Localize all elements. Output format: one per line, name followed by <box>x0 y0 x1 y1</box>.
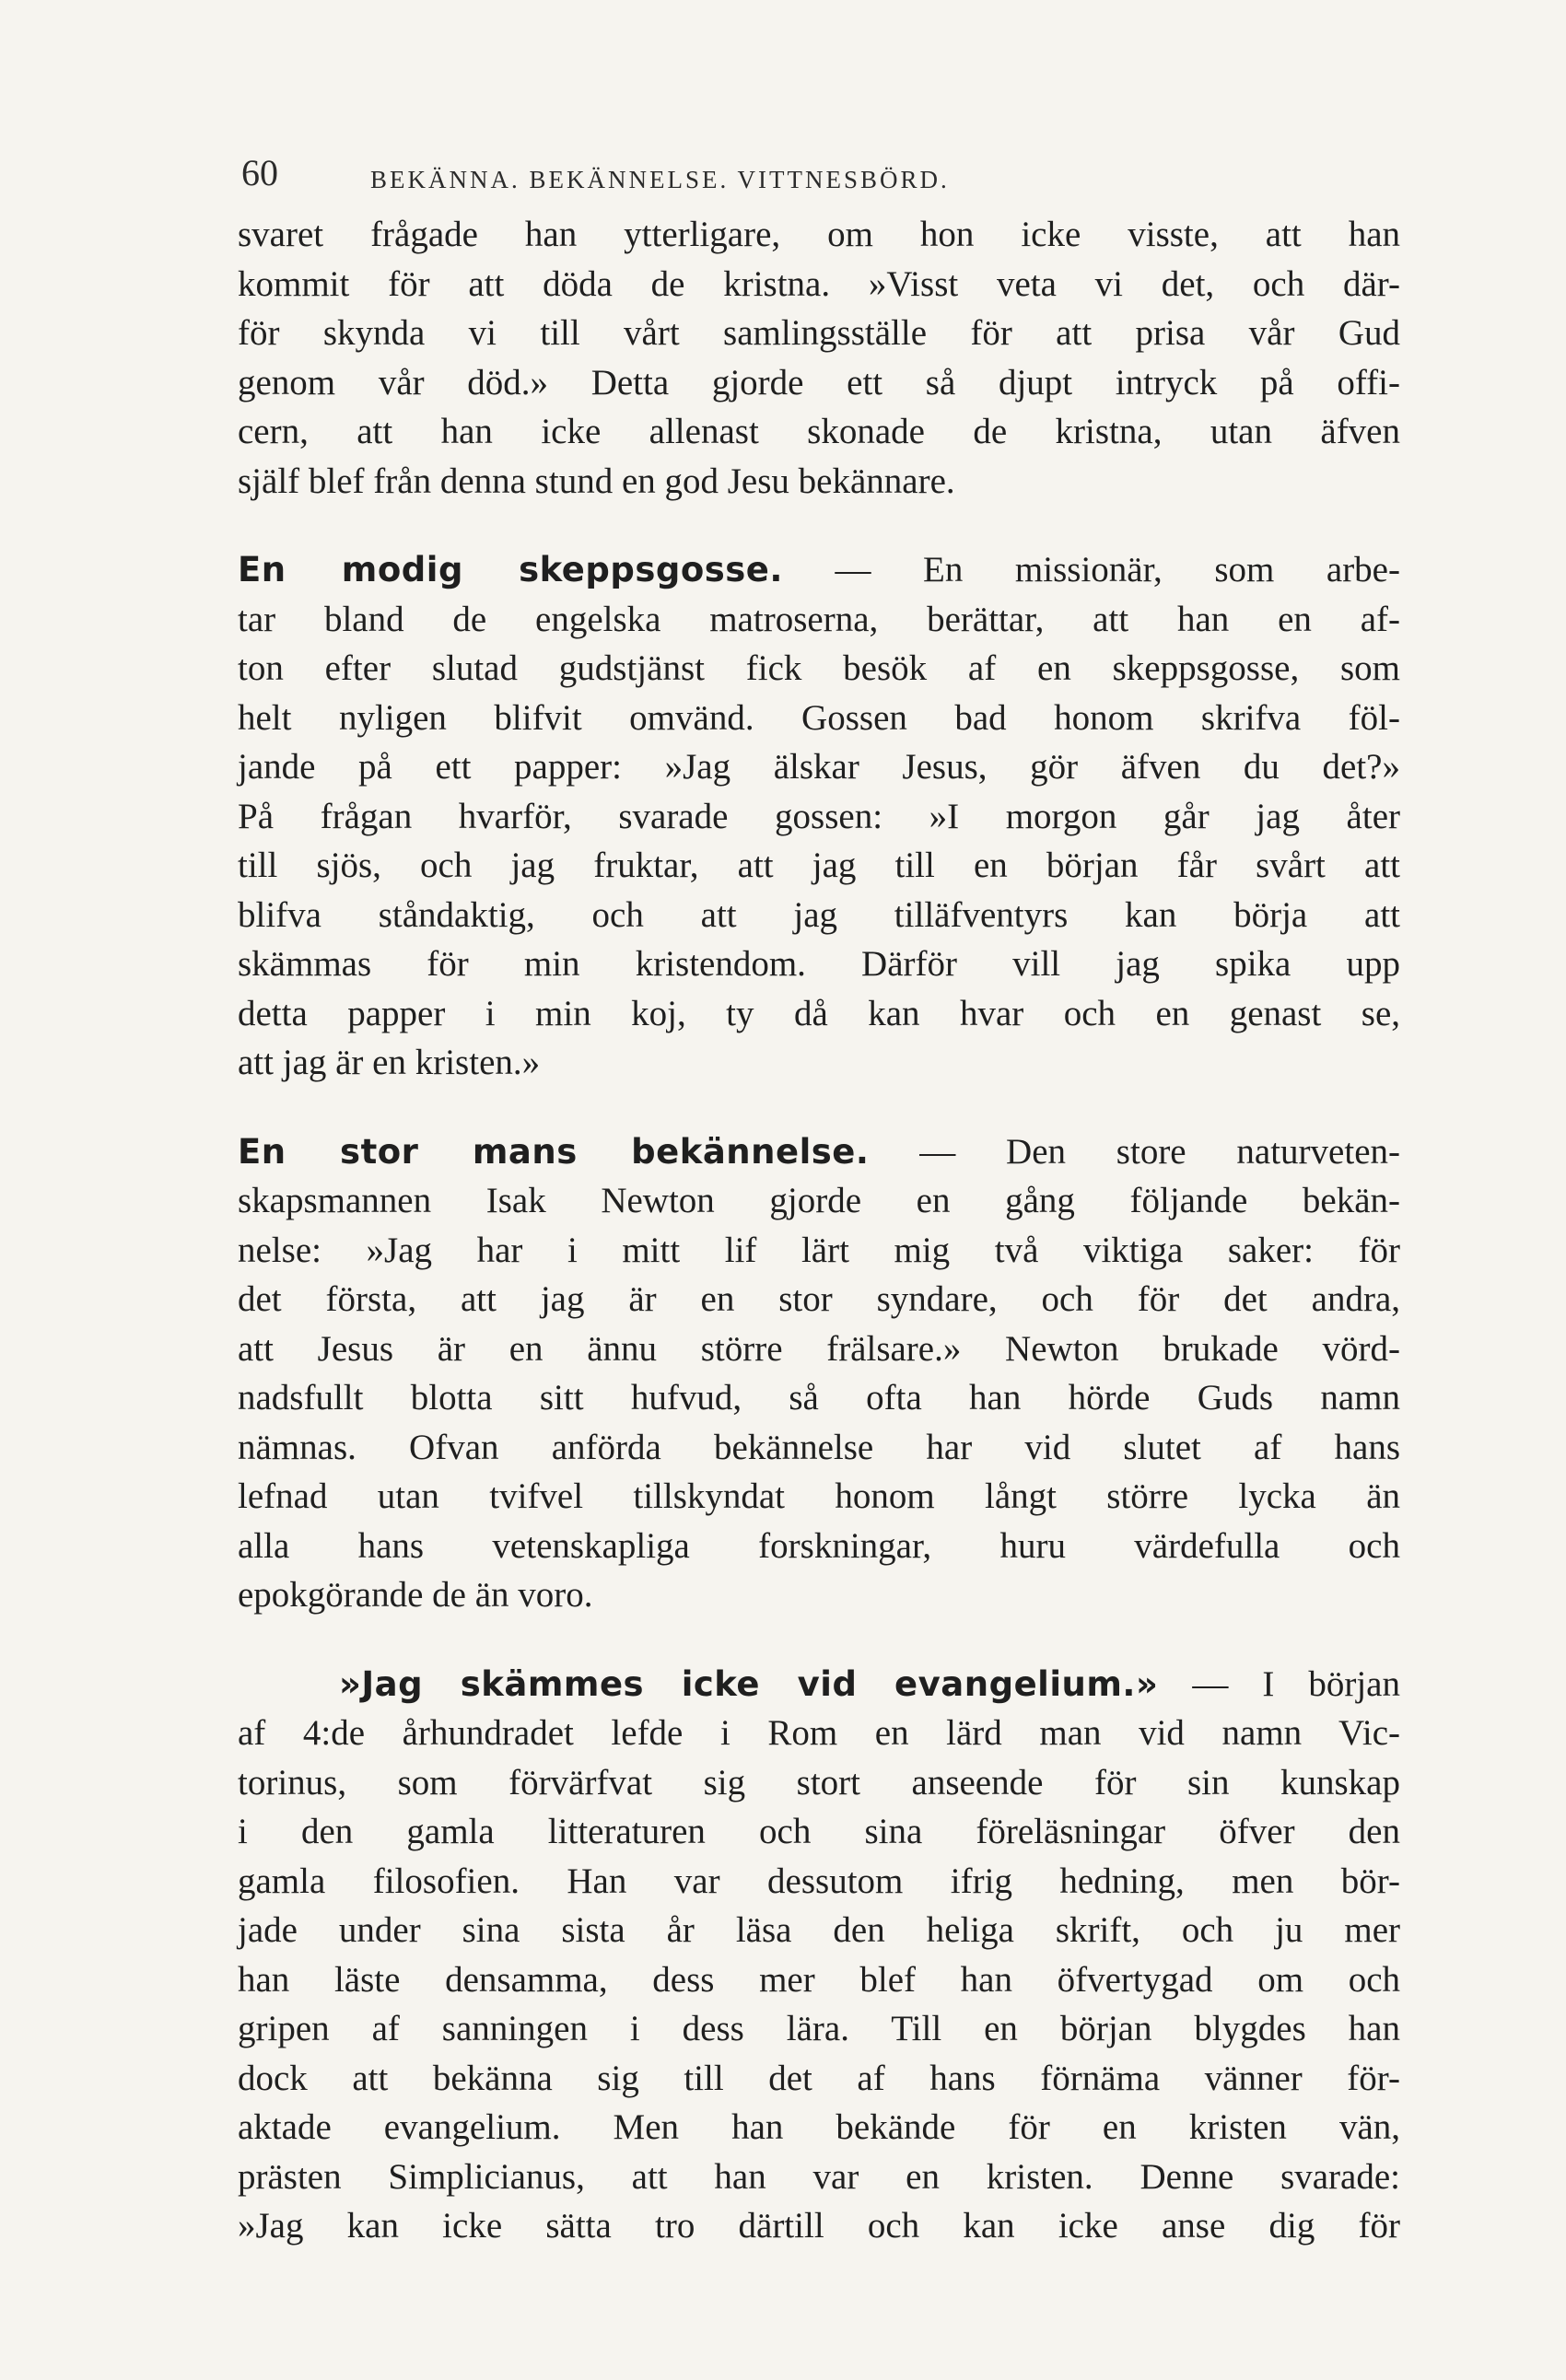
text-line: blifva ståndaktig, och att jag tilläfventyrs kan börja att <box>238 894 1400 935</box>
text-line: i den gamla litteraturen och sina föreläsningar öfver den <box>238 1812 1400 1851</box>
text-line: lefnad utan tvifvel tillskyndat honom långt större lycka än <box>238 1476 1400 1516</box>
text-line: för skynda vi till vårt samlingsställe för att prisa vår Gud <box>238 313 1400 353</box>
text-run: — En missionär, som arbe- <box>782 550 1400 589</box>
text-line: detta papper i min koj, ty då kan hvar och en genast se, <box>238 993 1400 1033</box>
page-number: 60 <box>241 152 278 193</box>
text-line: torinus, som förvärfvat sig stort anseende för sin kunskap <box>238 1762 1400 1802</box>
text-line: att jag är en kristen.» <box>238 1043 541 1082</box>
text-line: helt nyligen blifvit omvänd. Gossen bad honom skrifva föl- <box>238 697 1400 738</box>
page-header <box>241 152 1402 210</box>
text-line: själf blef från denna stund en god Jesu bekännare. <box>238 461 955 501</box>
text-line: nämnas. Ofvan anförda bekännelse har vid slutet af hans <box>238 1427 1400 1467</box>
text-line: det första, att jag är en stor syndare, och för det andra, <box>238 1279 1400 1319</box>
section-first-line <box>238 1127 1400 1177</box>
text-line: kommit för att döda de kristna. »Visst veta vi det, och där- <box>238 263 1400 304</box>
text-line: epokgörande de än voro. <box>238 1575 593 1615</box>
text-line: cern, att han icke allenast skonade de kristna, utan äfven <box>238 412 1400 451</box>
text-run: — Den store naturveten- <box>869 1131 1400 1172</box>
text-line: gamla filosofien. Han var dessutom ifrig hedning, men bör- <box>238 1861 1400 1901</box>
text-line: »Jag kan icke sätta tro därtill och kan icke anse dig för <box>238 2206 1400 2246</box>
text-line: dock att bekänna sig till det af hans förnäma vänner för- <box>238 2058 1400 2098</box>
text-line: han läste densamma, dess mer blef han öfvertygad om och <box>238 1959 1400 2000</box>
text-line: skapsmannen Isak Newton gjorde en gång följande bekän- <box>238 1181 1400 1220</box>
text-run: — I början <box>1158 1663 1400 1704</box>
section-heading: En stor mans bekännelse. <box>238 1131 870 1172</box>
section-first-line <box>238 1660 1400 1709</box>
section-first-line <box>238 545 1400 595</box>
text-line: prästen Simplicianus, att han var en kristen. Denne svarade: <box>238 2156 1400 2197</box>
running-head: BEKÄNNA. BEKÄNNELSE. VITTNESBÖRD. <box>370 166 950 193</box>
text-line: nelse: »Jag har i mitt lif lärt mig två viktiga saker: för <box>238 1230 1400 1270</box>
section-heading: En modig skeppsgosse. <box>238 550 783 589</box>
text-line: jade under sina sista år läsa den heliga skrift, och ju mer <box>238 1910 1400 1950</box>
section-heading: »Jag skämmes icke vid evangelium.» <box>339 1663 1159 1704</box>
text-line: skämmas för min kristendom. Därför vill jag spika upp <box>238 944 1400 984</box>
text-line: ton efter slutad gudstjänst fick besök af en skeppsgosse, som <box>238 648 1400 688</box>
text-line: nadsfullt blotta sitt hufvud, så ofta han hörde Guds namn <box>238 1378 1400 1418</box>
text-line: tar bland de engelska matroserna, berättar, att han en af- <box>238 599 1400 639</box>
body-text <box>238 210 1400 2251</box>
text-line: att Jesus är en ännu större frälsare.» Newton brukade vörd- <box>238 1328 1400 1369</box>
text-line: till sjös, och jag fruktar, att jag till en början får svårt att <box>238 846 1400 885</box>
text-line: af 4:de århundradet lefde i Rom en lärd man vid namn Vic- <box>238 1713 1400 1753</box>
text-line: svaret frågade han ytterligare, om hon icke visste, att han <box>238 215 1400 254</box>
text-line: gripen af sanningen i dess lära. Till en början blygdes han <box>238 2009 1400 2048</box>
text-line: På frågan hvarför, svarade gossen: »I morgon går jag åter <box>238 796 1400 836</box>
text-line: jande på ett papper: »Jag älskar Jesus, gör äfven du det?» <box>238 747 1400 787</box>
text-line: genom vår död.» Detta gjorde ett så djupt intryck på offi- <box>238 362 1400 402</box>
text-line: aktade evangelium. Men han bekände för en kristen vän, <box>238 2107 1400 2147</box>
text-line: alla hans vetenskapliga forskningar, huru värdefulla och <box>238 1525 1400 1566</box>
